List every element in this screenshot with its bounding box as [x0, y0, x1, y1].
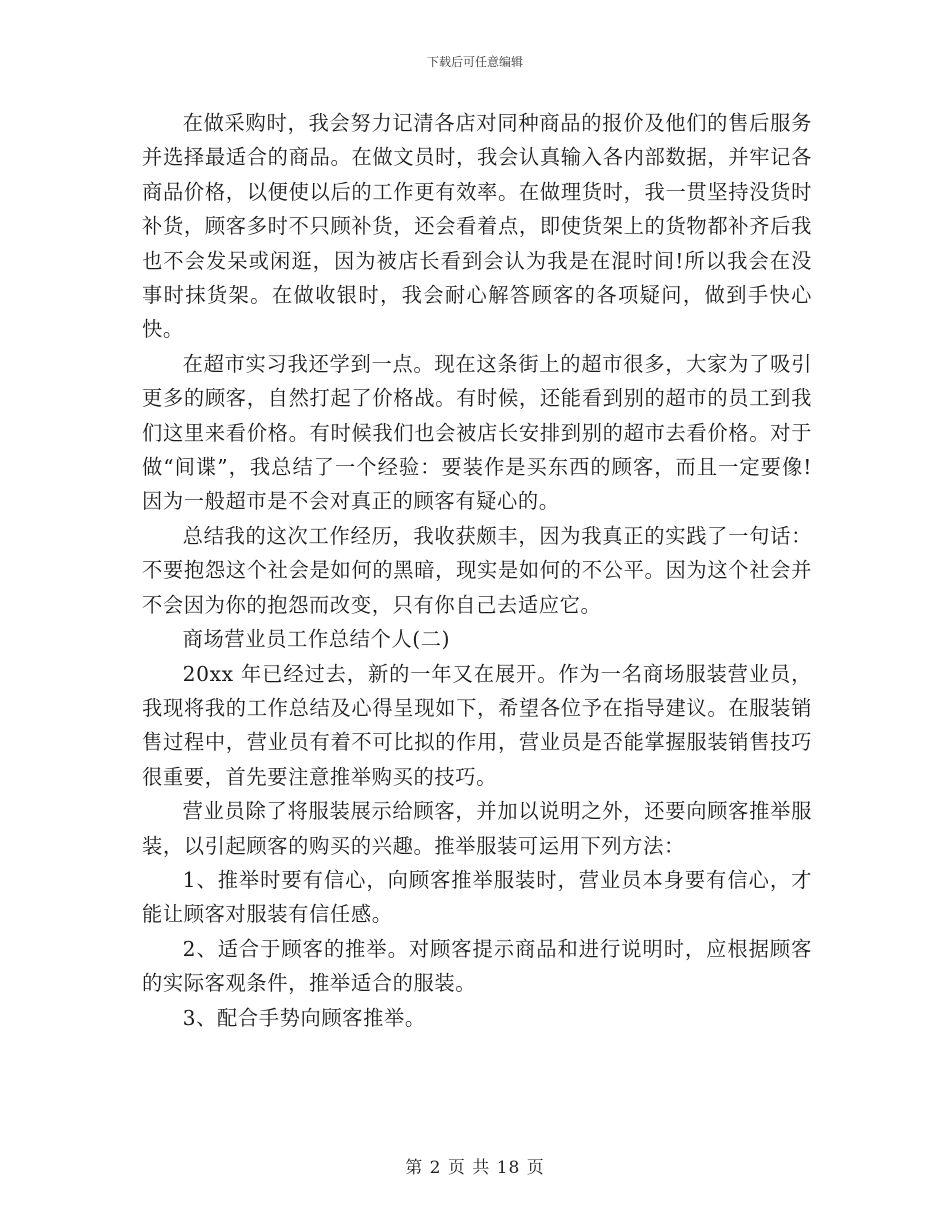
- page-number: 第 2 页 共 18 页: [405, 1158, 545, 1178]
- list-item-2: 2、适合于顾客的推举。对顾客提示商品和进行说明时，应根据顾客的实际客观条件，推举适合的服装。: [142, 936, 812, 996]
- section-heading: 商场营业员工作总结个人(二): [182, 627, 451, 652]
- paragraph-summary: 总结我的这次工作经历，我收获颇丰，因为我真正的实践了一句话：不要抱怨这个社会是如何的黑暗，现实是如何的不公平。因为这个社会并不会因为你的抱怨而改变，只有你自己去适应它。: [142, 523, 812, 617]
- paragraph-price-check: 在超市实习我还学到一点。现在这条街上的超市很多，大家为了吸引更多的顾客，自然打起了价格战。有时候，还能看到别的超市的员工到我们这里来看价格。有时候我们也会被店长安排到别的超市去看价格。对于做“间谍”，我总结了一个经验：要装作是买东西的顾客，而且一定要像!因为一般超市是不会对真正的顾客有疑心的。: [142, 351, 812, 514]
- body-text: [142, 106, 812, 1035]
- paragraph-intro: 20xx 年已经过去，新的一年又在展开。作为一名商场服装营业员，我现将我的工作总结及心得呈现如下，希望各位予在指导建议。在服装销售过程中，营业员有着不可比拟的作用，营业员是否能掌握服装销售技巧很重要，首先要注意推举购买的技巧。: [142, 661, 812, 789]
- paragraph-procurement: 在做采购时，我会努力记清各店对同种商品的报价及他们的售后服务并选择最适合的商品。在做文员时，我会认真输入各内部数据，并牢记各商品价格，以便使以后的工作更有效率。在做理货时，我一贯坚持没货时补货，顾客多时不只顾补货，还会看着点，即使货架上的货物都补齐后我也不会发呆或闲逛，因为被店长看到会认为我是在混时间!所以我会在没事时抹货架。在做收银时，我会耐心解答顾客的各项疑问，做到手快心快。: [142, 111, 812, 342]
- header-note: 下载后可任意编辑: [426, 55, 523, 69]
- list-item-1: 1、推举时要有信心，向顾客推举服装时，营业员本身要有信心，才能让顾客对服装有信任感。: [142, 867, 812, 927]
- paragraph-recommend: 营业员除了将服装展示给顾客，并加以说明之外，还要向顾客推举服装，以引起顾客的购买的兴趣。推举服装可运用下列方法：: [142, 799, 812, 858]
- list-item-3: 3、配合手势向顾客推举。: [182, 1005, 426, 1030]
